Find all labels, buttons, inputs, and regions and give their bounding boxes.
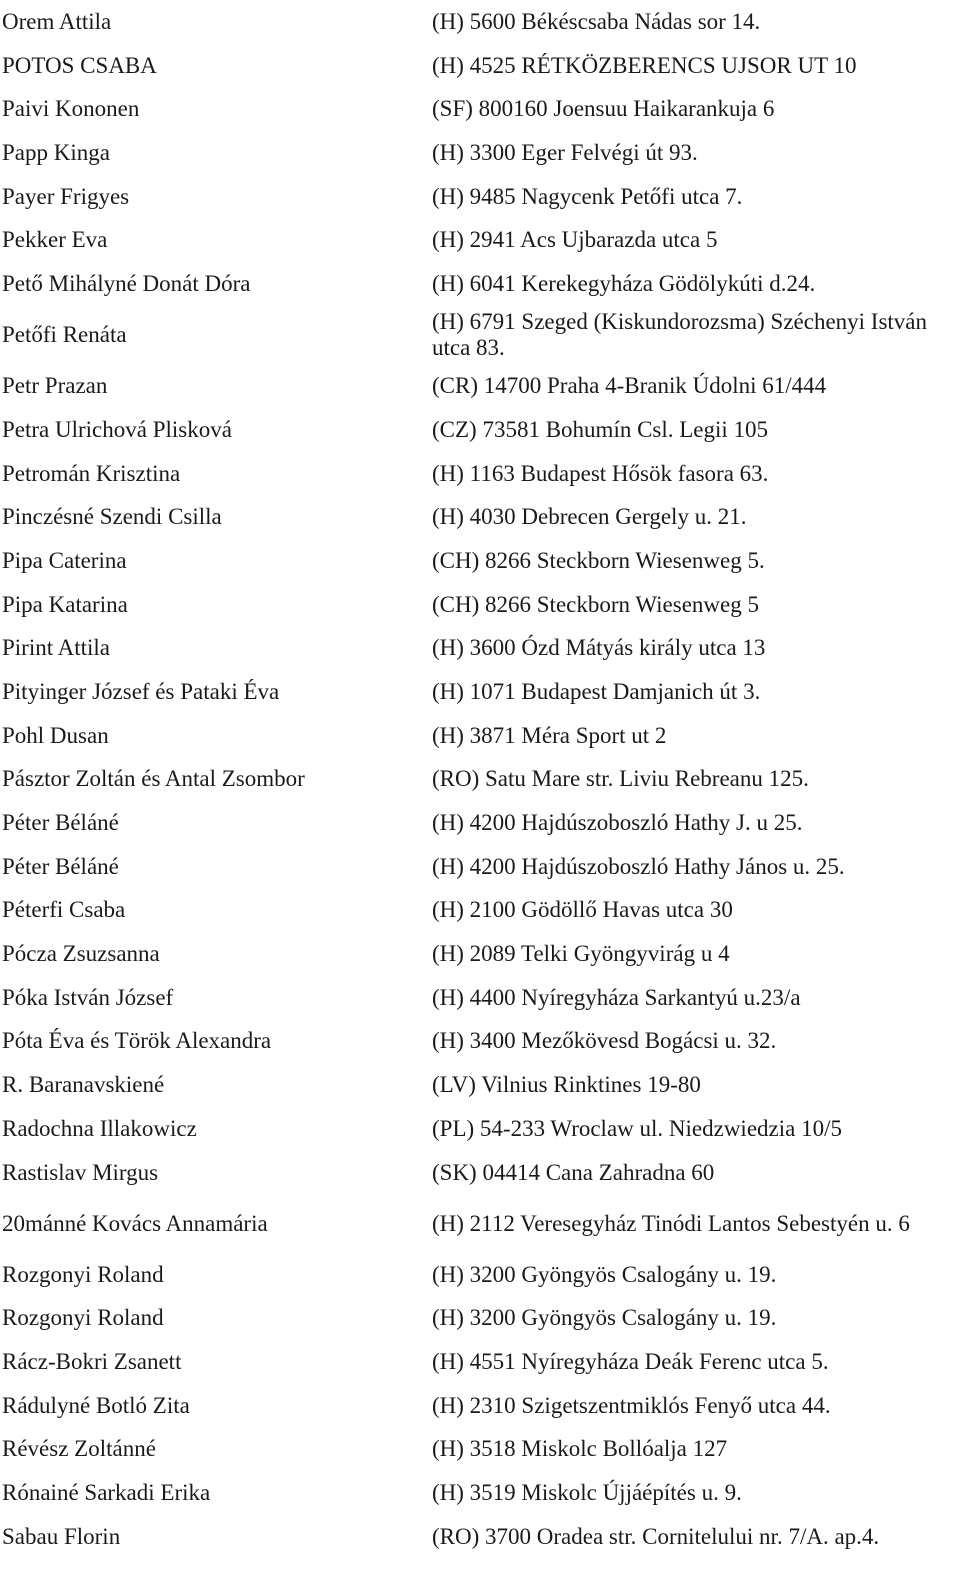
entry-address: (H) 4200 Hajdúszoboszló Hathy J. u 25. bbox=[432, 810, 803, 836]
entry-name: Petra Ulrichová Plisková bbox=[2, 416, 232, 442]
entry-address: (LV) Vilnius Rinktines 19-80 bbox=[432, 1072, 701, 1098]
list-item bbox=[2, 1340, 952, 1384]
entry-name: Péter Béláné bbox=[2, 810, 119, 836]
entry-address: (H) 1163 Budapest Hősök fasora 63. bbox=[432, 460, 769, 486]
entry-name: Pócza Zsuzsanna bbox=[2, 941, 160, 967]
entry-name: POTOS CSABA bbox=[2, 52, 157, 78]
entry-name: Pityinger József és Pataki Éva bbox=[2, 678, 280, 704]
entry-address: (SF) 800160 Joensuu Haikarankuja 6 bbox=[432, 96, 775, 122]
entry-name: Papp Kinga bbox=[2, 139, 110, 165]
entry-name: Rádulyné Botló Zita bbox=[2, 1392, 190, 1418]
list-item bbox=[2, 262, 952, 306]
entry-address: (CH) 8266 Steckborn Wiesenweg 5 bbox=[432, 591, 759, 617]
entry-name: Rozgonyi Roland bbox=[2, 1305, 164, 1331]
list-item bbox=[2, 714, 952, 758]
entry-name: Póka István József bbox=[2, 984, 174, 1010]
entry-address: (CH) 8266 Steckborn Wiesenweg 5. bbox=[432, 547, 765, 573]
entry-name: Pásztor Zoltán és Antal Zsombor bbox=[2, 766, 305, 792]
entry-address: (H) 2310 Szigetszentmiklós Fenyő utca 44. bbox=[432, 1392, 831, 1418]
entry-address: (H) 5600 Békéscsaba Nádas sor 14. bbox=[432, 8, 761, 34]
entry-address: (H) 2941 Acs Ujbarazda utca 5 bbox=[432, 227, 718, 253]
list-item bbox=[2, 889, 952, 933]
list-item bbox=[2, 0, 952, 44]
list-item bbox=[2, 131, 952, 175]
entry-name: Payer Frigyes bbox=[2, 183, 130, 209]
list-item bbox=[2, 1020, 952, 1064]
entry-name: Péterfi Csaba bbox=[2, 897, 126, 923]
entry-name: Pirint Attila bbox=[2, 635, 110, 661]
entry-address: (H) 3400 Mezőkövesd Bogácsi u. 32. bbox=[432, 1028, 777, 1054]
entry-address: (H) 4200 Hajdúszoboszló Hathy János u. 25. bbox=[432, 853, 845, 879]
entry-name: Péter Béláné bbox=[2, 853, 119, 879]
list-item bbox=[2, 583, 952, 627]
entry-address: (RO) Satu Mare str. Liviu Rebreanu 125. bbox=[432, 766, 809, 792]
list-item bbox=[2, 495, 952, 539]
list-item bbox=[2, 218, 952, 262]
list-item bbox=[2, 801, 952, 845]
entry-address: (H) 3518 Miskolc Bollóalja 127 bbox=[432, 1436, 728, 1462]
entry-address: (H) 3600 Ózd Mátyás király utca 13 bbox=[432, 635, 766, 661]
address-listing bbox=[2, 0, 952, 1559]
list-item bbox=[2, 1515, 952, 1559]
entry-name: Radochna Illakowicz bbox=[2, 1115, 197, 1141]
list-item bbox=[2, 1297, 952, 1341]
entry-address: (H) 4400 Nyíregyháza Sarkantyú u.23/a bbox=[432, 984, 801, 1010]
list-item bbox=[2, 1471, 952, 1515]
entry-address: (H) 3200 Gyöngyös Csalogány u. 19. bbox=[432, 1261, 777, 1287]
entry-name: R. Baranavskiené bbox=[2, 1072, 165, 1098]
list-item bbox=[2, 175, 952, 219]
entry-address: (SK) 04414 Cana Zahradna 60 bbox=[432, 1159, 715, 1185]
list-item bbox=[2, 1063, 952, 1107]
entry-name: Rónainé Sarkadi Erika bbox=[2, 1480, 211, 1506]
list-item bbox=[2, 539, 952, 583]
entry-address: (H) 2100 Gödöllő Havas utca 30 bbox=[432, 897, 733, 923]
entry-address: (PL) 54-233 Wroclaw ul. Niedzwiedzia 10/5 bbox=[432, 1115, 842, 1141]
entry-address: (H) 4551 Nyíregyháza Deák Ferenc utca 5. bbox=[432, 1349, 829, 1375]
entry-name: 20mánné Kovács Annamária bbox=[2, 1210, 268, 1236]
entry-name: Petőfi Renáta bbox=[2, 322, 127, 348]
list-item bbox=[2, 932, 952, 976]
entry-address: (H) 4030 Debrecen Gergely u. 21. bbox=[432, 504, 747, 530]
entry-address: (H) 2112 Veresegyház Tinódi Lantos Sebestyén u. 6 bbox=[432, 1210, 910, 1236]
entry-name: Rozgonyi Roland bbox=[2, 1261, 164, 1287]
entry-address: (H) 1071 Budapest Damjanich út 3. bbox=[432, 678, 761, 704]
entry-name: Pinczésné Szendi Csilla bbox=[2, 504, 222, 530]
entry-name: Paivi Kononen bbox=[2, 96, 140, 122]
entry-name: Pipa Katarina bbox=[2, 591, 128, 617]
entry-name: Pekker Eva bbox=[2, 227, 108, 253]
entry-address: (CR) 14700 Praha 4-Branik Údolni 61/444 bbox=[432, 373, 827, 399]
entry-address: (H) 3300 Eger Felvégi út 93. bbox=[432, 139, 698, 165]
list-item bbox=[2, 626, 952, 670]
entry-address: (H) 4525 RÉTKÖZBERENCS UJSOR UT 10 bbox=[432, 52, 857, 78]
entry-name: Pohl Dusan bbox=[2, 722, 109, 748]
list-item bbox=[2, 1194, 952, 1253]
entry-address: (H) 6791 Szeged (Kiskundorozsma) Széchenyi István utca 83. bbox=[432, 309, 928, 361]
entry-address: (H) 3871 Méra Sport ut 2 bbox=[432, 722, 667, 748]
list-item bbox=[2, 87, 952, 131]
list-item bbox=[2, 408, 952, 452]
list-item bbox=[2, 1428, 952, 1472]
list-item bbox=[2, 306, 952, 365]
list-item bbox=[2, 1107, 952, 1151]
list-item bbox=[2, 845, 952, 889]
entry-name: Rácz-Bokri Zsanett bbox=[2, 1349, 182, 1375]
entry-name: Orem Attila bbox=[2, 8, 112, 34]
list-item bbox=[2, 1151, 952, 1195]
list-item bbox=[2, 452, 952, 496]
entry-address: (H) 9485 Nagycenk Petőfi utca 7. bbox=[432, 183, 743, 209]
entry-name: Petromán Krisztina bbox=[2, 460, 181, 486]
entry-name: Petr Prazan bbox=[2, 373, 108, 399]
entry-name: Pipa Caterina bbox=[2, 547, 127, 573]
entry-address: (H) 3519 Miskolc Újjáépítés u. 9. bbox=[432, 1480, 742, 1506]
list-item bbox=[2, 670, 952, 714]
entry-name: Révész Zoltánné bbox=[2, 1436, 156, 1462]
list-item bbox=[2, 44, 952, 88]
entry-address: (CZ) 73581 Bohumín Csl. Legii 105 bbox=[432, 416, 769, 442]
entry-name: Rastislav Mirgus bbox=[2, 1159, 159, 1185]
entry-name: Pető Mihályné Donát Dóra bbox=[2, 270, 251, 296]
list-item bbox=[2, 1253, 952, 1297]
list-item bbox=[2, 1384, 952, 1428]
list-item bbox=[2, 364, 952, 408]
entry-address: (H) 2089 Telki Gyöngyvirág u 4 bbox=[432, 941, 730, 967]
entry-address: (RO) 3700 Oradea str. Cornitelului nr. 7/A. ap.4. bbox=[432, 1523, 880, 1549]
entry-name: Póta Éva és Török Alexandra bbox=[2, 1028, 272, 1054]
list-item bbox=[2, 758, 952, 802]
entry-address: (H) 6041 Kerekegyháza Gödölykúti d.24. bbox=[432, 270, 816, 296]
entry-address: (H) 3200 Gyöngyös Csalogány u. 19. bbox=[432, 1305, 777, 1331]
list-item bbox=[2, 976, 952, 1020]
entry-name: Sabau Florin bbox=[2, 1523, 121, 1549]
